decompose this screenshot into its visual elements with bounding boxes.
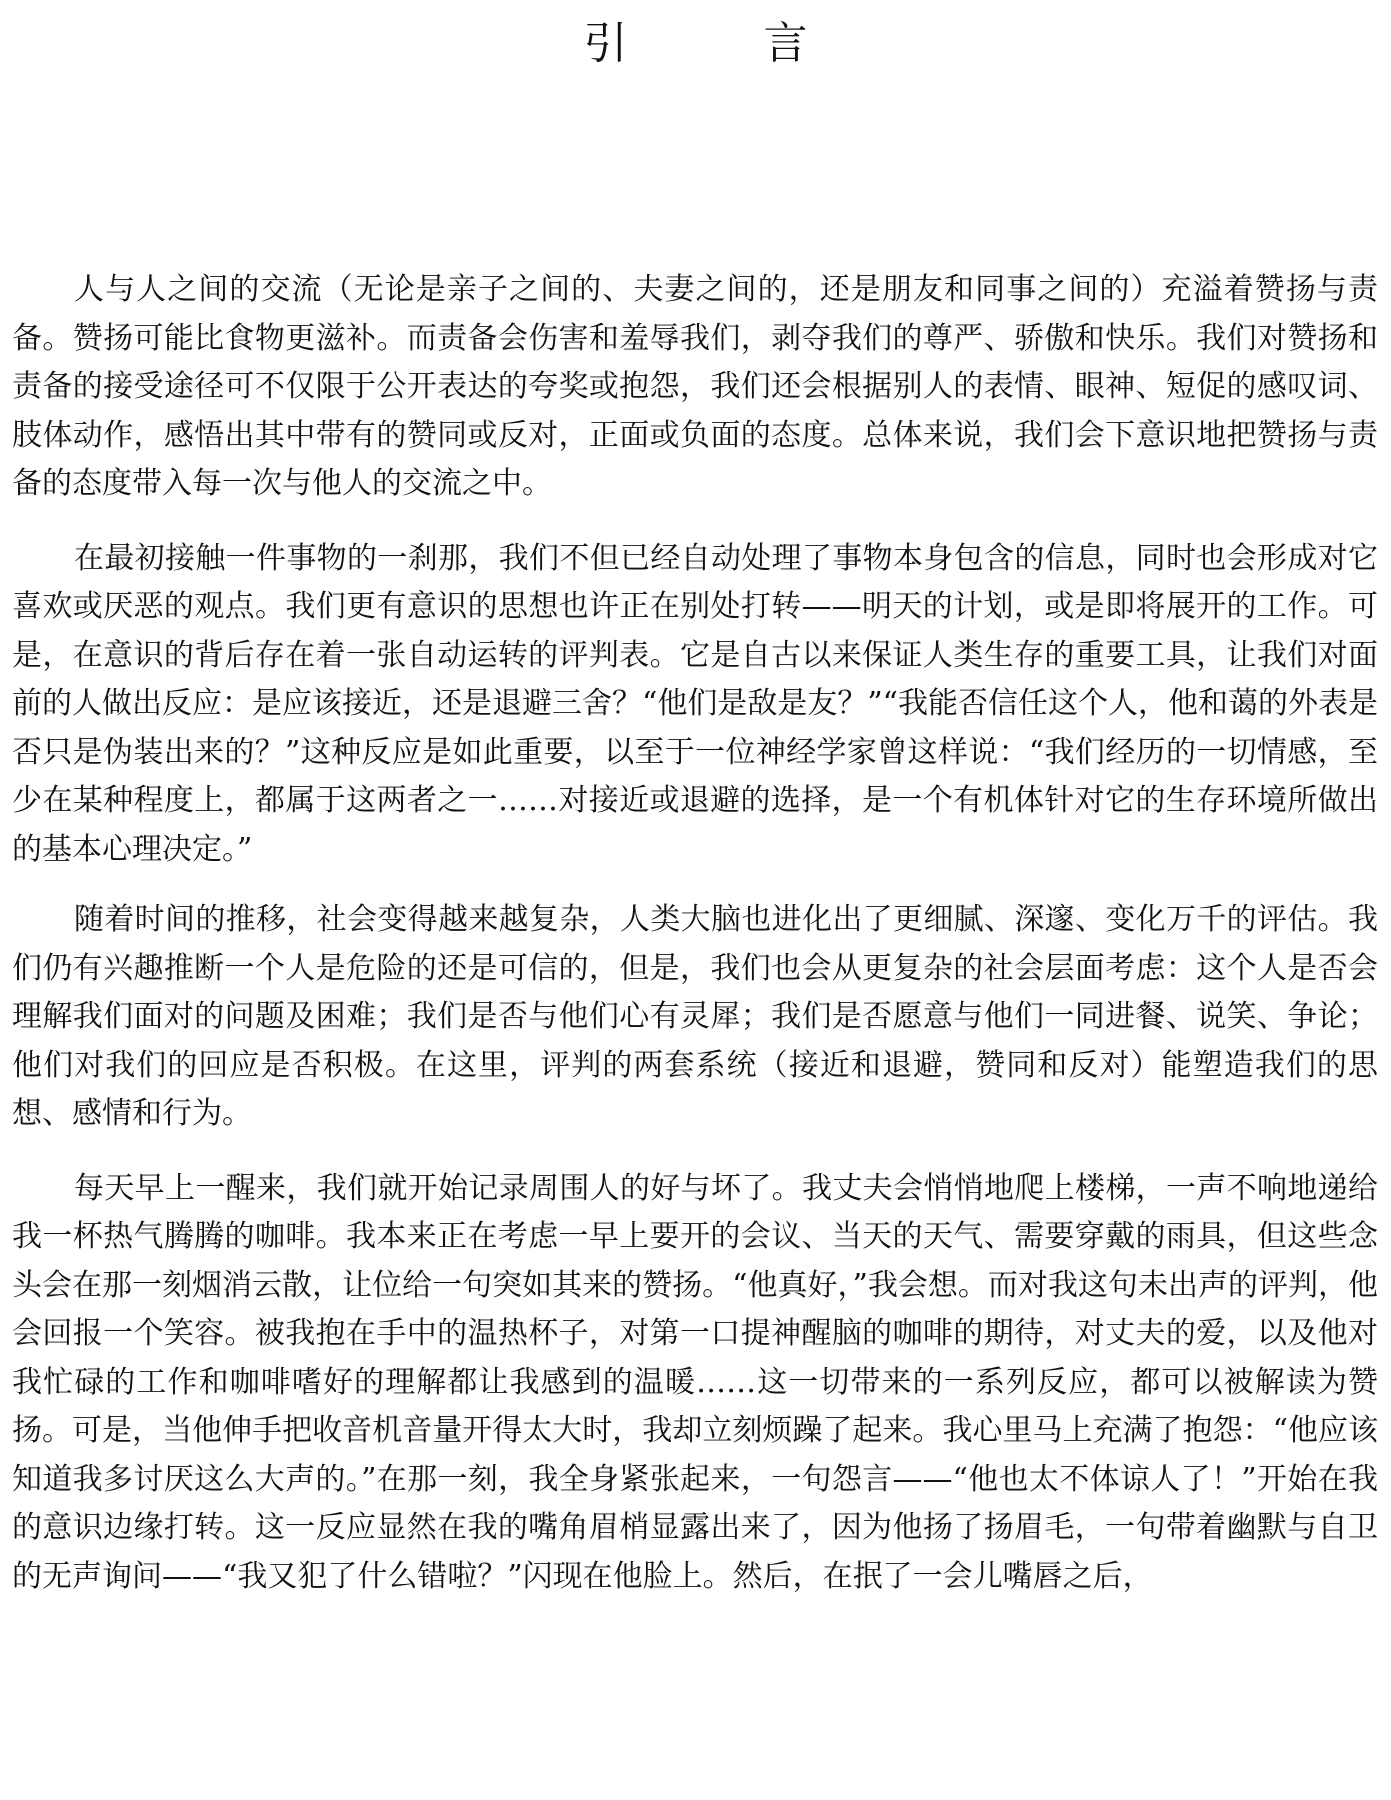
paragraph-1: 人与人之间的交流（无论是亲子之间的、夫妻之间的，还是朋友和同事之间的）充溢着赞扬与责备。赞扬可能比食物更滋补。而责备会伤害和羞辱我们，剥夺我们的尊严、骄傲和快乐。我们对赞扬和责备的接受途径可不仅限于公开表达的夸奖或抱怨，我们还会根据别人的表情、眼神、短促的感叹词、肢体动作，感悟出其中带有的赞同或反对，正面或负面的态度。总体来说，我们会下意识地把赞扬与责备的态度带入每一次与他人的交流之中。: [12, 272, 1378, 501]
paragraph-4: 每天早上一醒来，我们就开始记录周围人的好与坏了。我丈夫会悄悄地爬上楼梯，一声不响地递给我一杯热气腾腾的咖啡。我本来正在考虑一早上要开的会议、当天的天气、需要穿戴的雨具，但这些念头会在那一刻烟消云散，让位给一句突如其来的赞扬。“他真好，”我会想。而对我这句未出声的评判，他会回报一个笑容。被我抱在手中的温热杯子，对第一口提神醒脑的咖啡的期待，对丈夫的爱，以及他对我忙碌的工作和咖啡嗜好的理解都让我感到的温暖……这一切带来的一系列反应，都可以被解读为赞扬。可是，当他伸手把收音机音量开得太大时，我却立刻烦躁了起来。我心里马上充满了抱怨：“他应该知道我多讨厌这么大声的。”在那一刻，我全身紧张起来，一句怨言——“他也太不体谅人了！”开始在我的意识边缘打转。这一反应显然在我的嘴角眉梢显露出来了，因为他扬了扬眉毛，一句带着幽默与自卫的无声询问——“我又犯了什么错啦？”闪现在他脸上。然后，在抿了一会儿嘴唇之后，: [12, 1170, 1378, 1594]
paragraph-3: 随着时间的推移，社会变得越来越复杂，人类大脑也进化出了更细腻、深邃、变化万千的评估。我们仍有兴趣推断一个人是危险的还是可信的，但是，我们也会从更复杂的社会层面考虑：这个人是否会理解我们面对的问题及困难；我们是否与他们心有灵犀；我们是否愿意与他们一同进餐、说笑、争论；他们对我们的回应是否积极。在这里，评判的两套系统（接近和退避，赞同和反对）能塑造我们的思想、感情和行为。: [12, 902, 1378, 1131]
paragraph-2: 在最初接触一件事物的一刹那，我们不但已经自动处理了事物本身包含的信息，同时也会形成对它喜欢或厌恶的观点。我们更有意识的思想也许正在别处打转——明天的计划，或是即将展开的工作。可是，在意识的背后存在着一张自动运转的评判表。它是自古以来保证人类生存的重要工具，让我们对面前的人做出反应：是应该接近，还是退避三舍？“他们是敌是友？”“我能否信任这个人，他和蔼的外表是否只是伪装出来的？”这种反应是如此重要，以至于一位神经学家曾这样说：“我们经历的一切情感，至少在某种程度上，都属于这两者之一……对接近或退避的选择，是一个有机体针对它的生存环境所做出的基本心理决定。”: [12, 540, 1379, 867]
chapter-title: 引 言: [583, 18, 854, 69]
body-text: [12, 266, 1378, 1627]
